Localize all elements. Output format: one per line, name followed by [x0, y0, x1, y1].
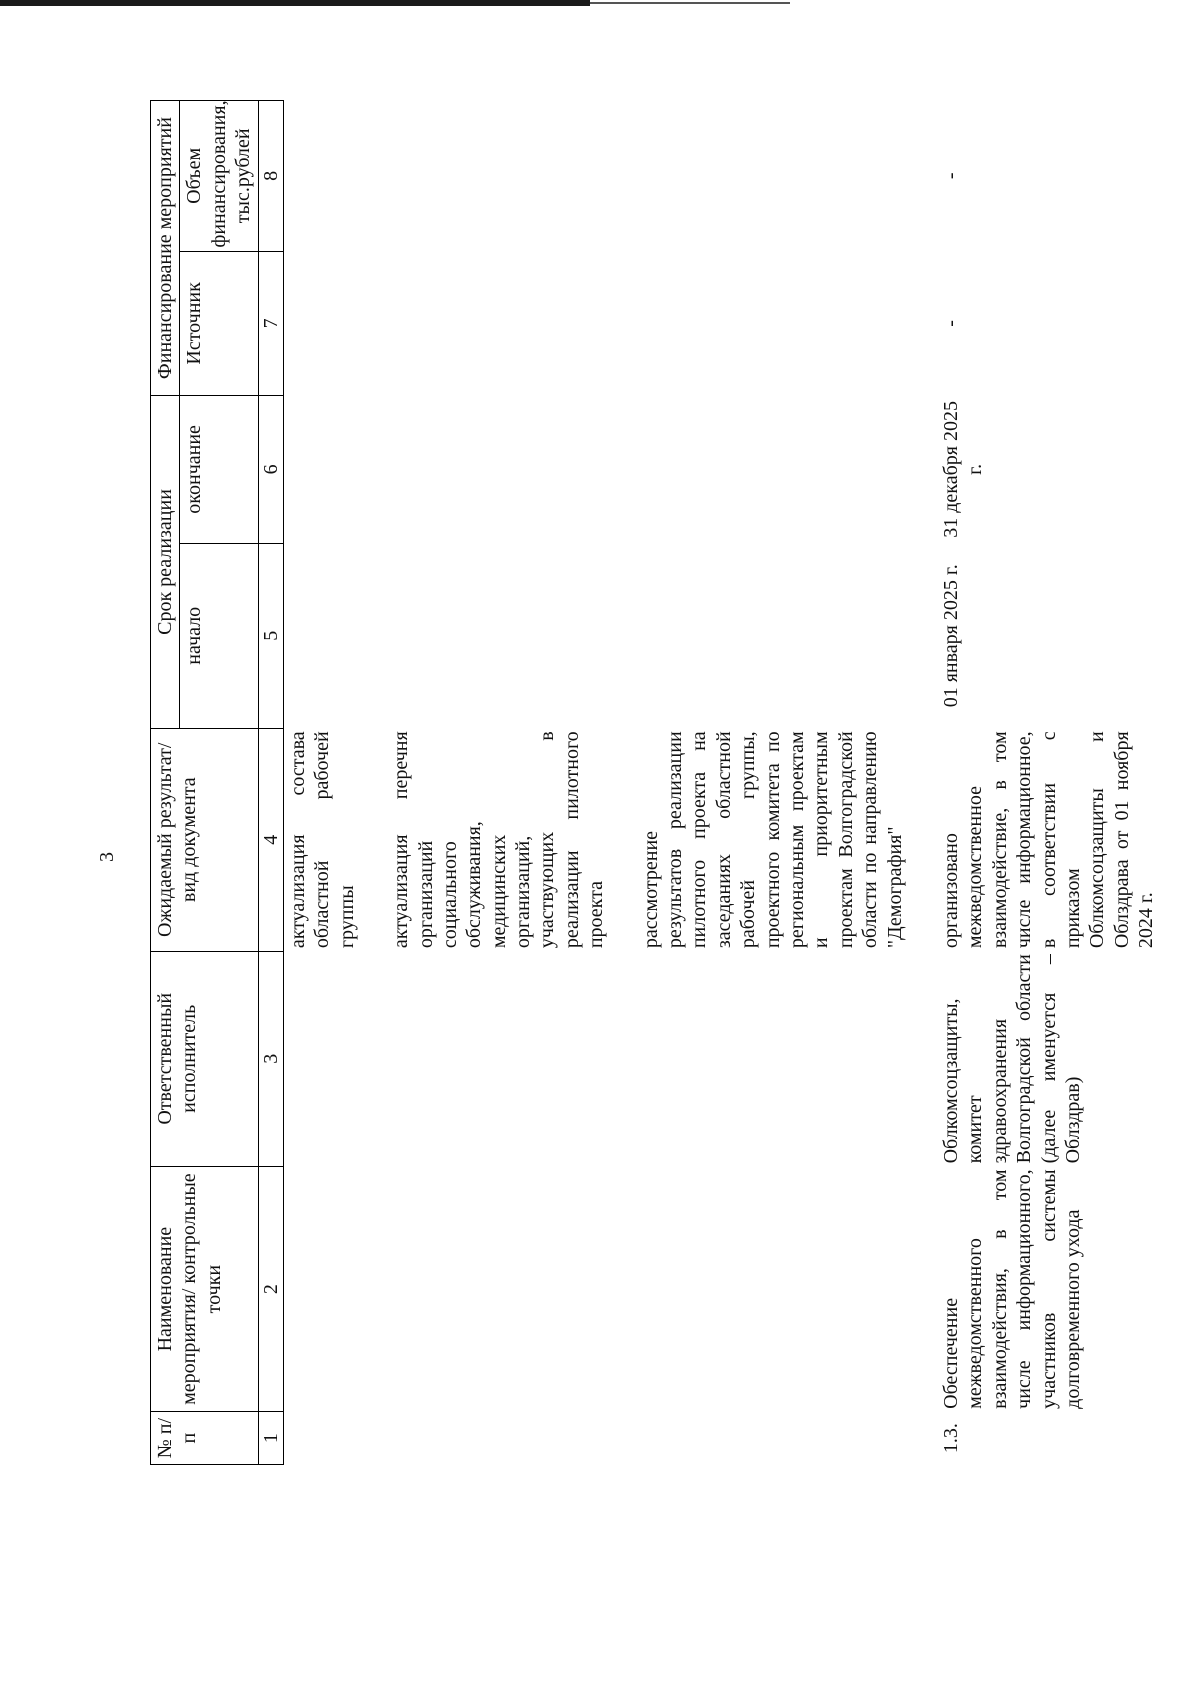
scan-edge-mark	[0, 0, 590, 6]
header-financing: Финансирование мероприятий	[151, 101, 180, 396]
header-row-1	[151, 101, 180, 1465]
row-event-name: Обеспечение межведомственного взаимодействия, в том числе информационного, участников системы долговременного ухода	[939, 1169, 1084, 1409]
col-num-5: 5	[258, 543, 283, 728]
continuation-results-cell	[283, 728, 908, 951]
row-start-date: 01 января 2025 г.	[939, 564, 962, 708]
col-num-1: 1	[258, 1412, 283, 1465]
col-num-8: 8	[258, 101, 283, 252]
header-term: Срок реализации	[151, 396, 180, 729]
col-num-3: 3	[258, 951, 283, 1166]
row-end-date: 31 декабря 2025 г.	[939, 401, 987, 538]
row-volume: -	[939, 172, 962, 180]
header-end: окончание	[180, 396, 258, 544]
plan-table	[150, 100, 1160, 1465]
result-paragraph: рассмотрение результатов реализации пилотного проекта на заседаниях областной рабочей группы, проектного комитета по региональным проектам и приоритетным проектам Волгоградской области по направлению "Демография"	[639, 731, 906, 949]
scan-edge-mark-thin	[590, 2, 790, 4]
column-numbers-row	[258, 101, 283, 1465]
table-row	[909, 101, 1161, 1465]
row-expected-result: организовано межведомственное взаимодействие, в том числе информационное, в соответствии с приказом Облкомсоцзащиты и Облздрава от 01 ноября 2024 г.	[939, 731, 1158, 949]
row-number: 1.3.	[939, 1423, 962, 1454]
col-num-4: 4	[258, 728, 283, 951]
header-event-name: Наименование мероприятия/ контрольные точки	[151, 1166, 259, 1411]
row-responsible: Облкомсоцзащиты, комитет здравоохранения Волгоградской области (далее именуется – Облздрав)	[939, 954, 1084, 1164]
col-num-6: 6	[258, 396, 283, 544]
page-number: 3	[96, 852, 118, 862]
row-source: -	[939, 320, 962, 327]
header-expected-result: Ожидаемый результат/ вид документа	[151, 728, 259, 951]
header-start: начало	[180, 543, 258, 728]
col-num-7: 7	[258, 251, 283, 396]
header-source: Источник	[180, 251, 258, 396]
header-volume: Объем финансирования, тыс.рублей	[180, 101, 258, 252]
rotated-page	[150, 100, 1166, 1465]
header-responsible: Ответственный исполнитель	[151, 951, 259, 1166]
continuation-row	[283, 101, 908, 1465]
result-paragraph: актуализация перечня организаций социального обслуживания, медицинских организаций, участвующих в реализации пилотного проекта	[390, 731, 608, 949]
result-paragraph: актуализация состава областной рабочей группы	[286, 731, 358, 949]
col-num-2: 2	[258, 1166, 283, 1411]
header-number: № п/п	[151, 1412, 259, 1465]
